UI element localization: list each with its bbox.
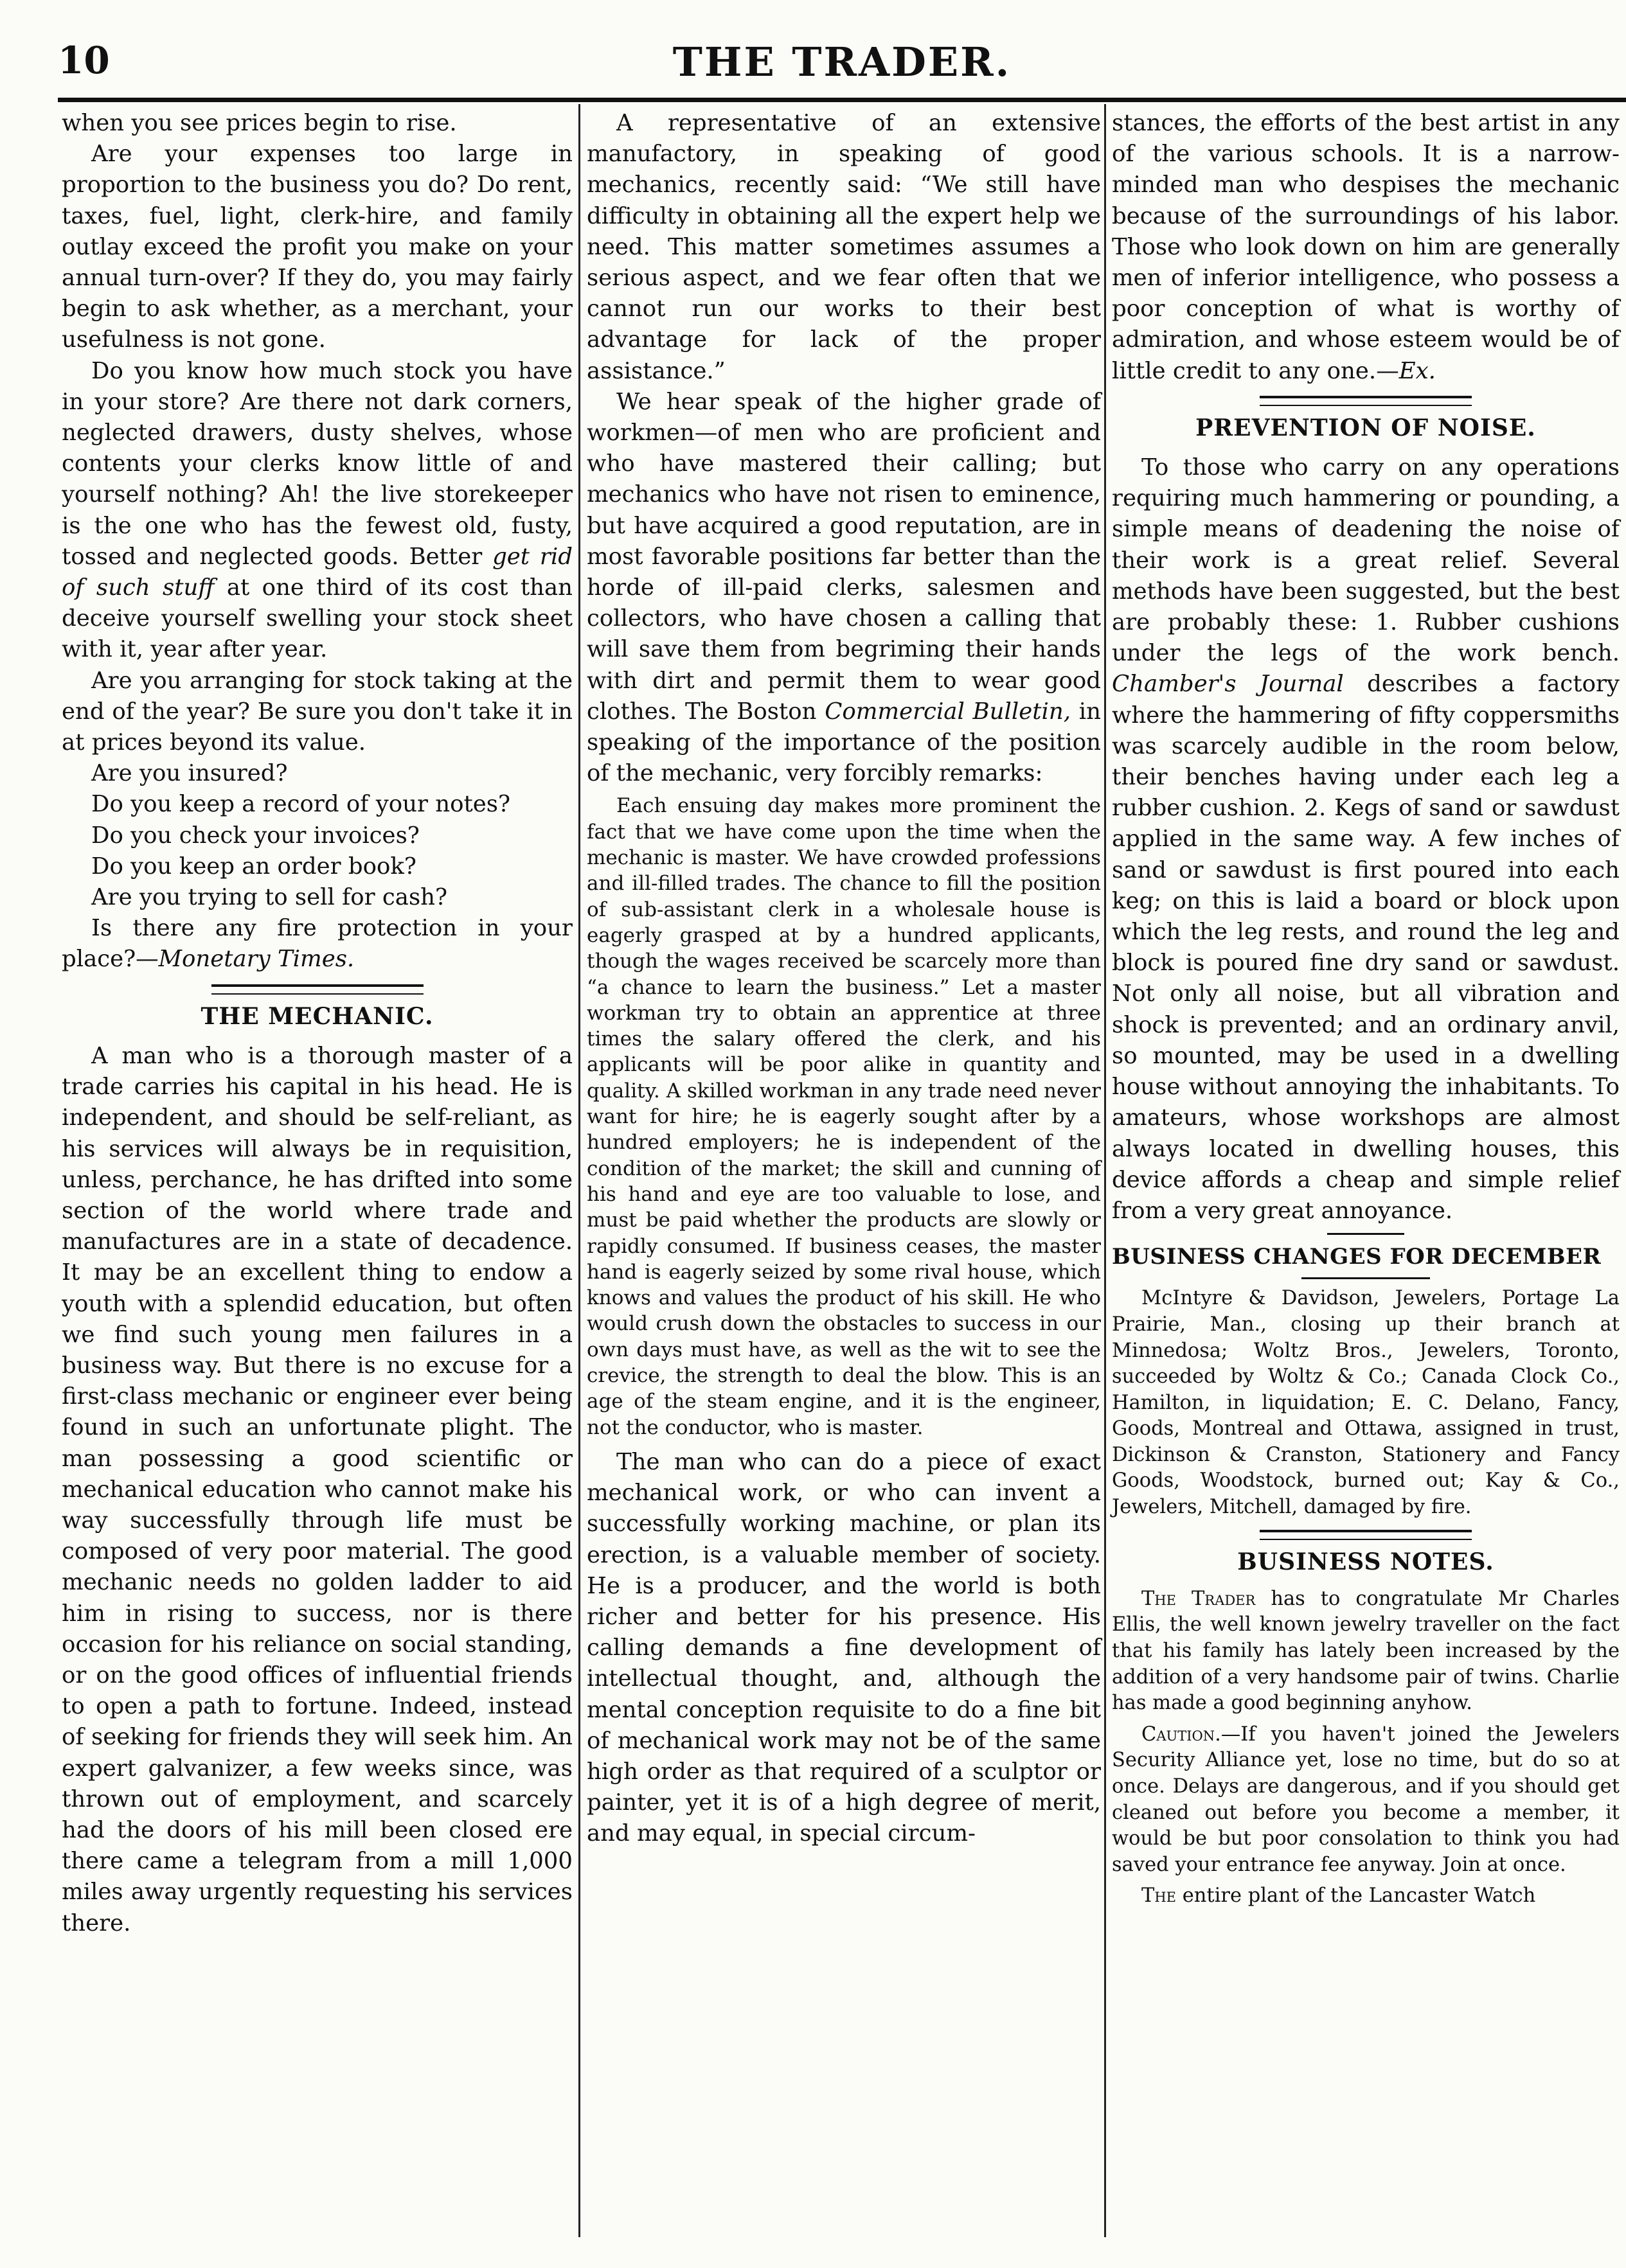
header-rule: [58, 98, 1626, 102]
paragraph: when you see prices begin to rise.: [62, 110, 457, 136]
question: Are you insured?: [91, 760, 288, 787]
column-1: [62, 108, 573, 1939]
paragraph: The man who can do a piece of exact mechanical work, or who can invent a successfully working machine, or plan its erection, is a valuable member of society. He is a producer, and the world is both richer and better for his presence. His calling demands a fine development of intellectual thought, and, although the mental conception requisite to do a fine bit of mechanical work may not be of the same high order as that required of a sculptor or painter, yet it is of a high degree of merit, and may equal, in special circum-: [587, 1448, 1101, 1847]
section-heading: BUSINESS NOTES.: [1237, 1548, 1494, 1575]
page-number: 10: [58, 39, 110, 82]
page-header: [58, 39, 1626, 103]
source-citation: Monetary Times.: [158, 946, 355, 973]
lead-text: The Trader: [1141, 1587, 1256, 1610]
section-heading: THE MECHANIC.: [201, 1002, 434, 1030]
paragraph: The entire plant of the Lancaster Watch: [1141, 1884, 1536, 1908]
italic-text: Commercial Bulletin,: [825, 698, 1071, 725]
paragraph: McIntyre & Davidson, Jewelers, Portage La Prairie, Man., closing up their branch at Minnedosa; Woltz Bros., Jewelers, Toronto, succeeded by Woltz & Co.; Canada Clock Co., Hamilton, in liquidation; E. C. Delano, Fancy, Goods, Montreal and Ottawa, assigned in trust, Dickinson & Cranston, Stationery and Fancy Goods, Woodstock, burned out; Kay & Co., Jewelers, Mitchell, damaged by fire.: [1112, 1287, 1620, 1519]
section-rule: [1301, 1277, 1430, 1279]
section-heading: PREVENTION OF NOISE.: [1195, 414, 1536, 441]
question: Are you trying to sell for cash?: [91, 884, 448, 911]
paragraph: stances, the efforts of the best artist in any of the various schools. It is a narrow-minded man who despises the mechanic because of the surroundings of his labor. Those who look down on him are generally men of inferior intelligence, who possess a poor conception of what is worthy of admiration, and whose esteem would be of little credit to any one.—Ex.: [1112, 110, 1620, 384]
question: Do you keep an order book?: [91, 853, 416, 880]
paragraph: We hear speak of the higher grade of workmen—of men who are proficient and who have mastered their calling; but mechanics who have not risen to eminence, but have acquired a good reputation, are in most favorable positions far better than the horde of ill-paid clerks, salesmen and collectors, who have chosen a calling that will save them from begriming their hands with dirt and permit them to wear good clothes. The Boston Commercial Bulletin, in speaking of the importance of the position of the mechanic, very forcibly remarks:: [587, 388, 1101, 787]
lead-text: Caution.: [1141, 1723, 1221, 1746]
column-divider: [1104, 104, 1106, 2237]
paragraph: Are you arranging for stock taking at the end of the year? Be sure you don't take it in at prices beyond its value.: [62, 667, 573, 756]
quoted-paragraph: Each ensuing day makes more prominent the fact that we have come upon the time when the mechanic is master. We have crowded professions and ill-filled trades. The chance to fill the position of sub-assistant clerk in a wholesale house is eagerly grasped at by a hundred applicants, though the wages received be scarcely more than “a chance to learn the business.” Let a master workman try to obtain an apprentice at three times the salary offered the clerk, and his applicants will be poor alike in quantity and quality. A skilled workman in any trade need never want for hire; he is eagerly sought after by a hundred employers; he is independent of the condition of the market; the skill and cunning of his hand and eye are too valuable to lose, and must be paid whether the products are slowly or rapidly consumed. If business ceases, the master hand is eagerly seized by some rival house, which knows and values the product of his skill. He who would crush down the obstacles to success in our own days must have, as well as the wit to see the crevice, the strength to deal the blow. This is an age of the steam engine, and it is the engineer, not the conductor, who is master.: [587, 794, 1101, 1439]
question: Do you keep a record of your notes?: [91, 791, 511, 818]
paragraph: Is there any fire protection in your place?—Monetary Times.: [62, 915, 573, 973]
column-3: [1112, 108, 1620, 1909]
source-citation: Ex.: [1398, 357, 1436, 384]
italic-text: get rid of such stuff: [62, 543, 573, 601]
lead-text: The: [1141, 1884, 1176, 1908]
italic-text: Chamber's Journal: [1112, 671, 1344, 698]
paragraph: The Trader has to congratulate Mr Charles Ellis, the well known jewelry traveller on the fact that his family has lately been increased by the addition of a very handsome pair of twins. Charlie has made a good beginning anyhow.: [1112, 1587, 1620, 1715]
paragraph: Caution.—If you haven't joined the Jewelers Security Alliance yet, lose no time, but do so at once. Delays are dangerous, and if you should get cleaned out before you become a member, it would be but poor consolation to think you had saved your entrance fee anyway. Join at once.: [1112, 1723, 1620, 1876]
section-heading: BUSINESS CHANGES FOR DECEMBER: [1112, 1244, 1602, 1270]
paragraph: To those who carry on any operations requiring much hammering or pounding, a simple means of deadening the noise of their work is a great relief. Several methods have been suggested, but the best are probably these: 1. Rubber cushions under the legs of the work bench. Chamber's Journal describes a factory where the hammering of fifty coppersmiths was scarcely audible in the room below, their benches having under each leg a rubber cushion. 2. Kegs of sand or sawdust applied in the same way. A few inches of sand or sawdust is first poured into each keg; on this is laid a board or block upon which the leg rests, and round the leg and block is poured fine dry sand or sawdust. Not only all noise, but all vibration and shock is prevented; and an ordinary anvil, so mounted, may be used in a dwelling house without annoying the inhabitants. To amateurs, whose workshops are almost always located in dwelling houses, this device affords a cheap and simple relief from a very great annoyance.: [1112, 454, 1620, 1224]
question: Do you check your invoices?: [91, 822, 420, 849]
section-rule: [1260, 396, 1472, 406]
paragraph: Do you know how much stock you have in your store? Are there not dark corners, neglected drawers, dusty shelves, whose contents your clerks know little of and yourself nothing? Ah! the live storekeeper is the one who has the fewest old, fusty, tossed and neglected goods. Better get rid of such stuff at one third of its cost than deceive yourself swelling your stock sheet with it, year after year.: [62, 357, 573, 663]
section-rule: [1260, 1530, 1472, 1540]
section-rule: [211, 984, 424, 995]
masthead-title: THE TRADER.: [672, 39, 1012, 85]
column-divider: [578, 104, 580, 2237]
end-rule: [1327, 1233, 1404, 1235]
paragraph: A man who is a thorough master of a trade carries his capital in his head. He is independent, and should be self-reliant, as his services will always be in requisition, unless, perchance, he has drifted into some section of the world where trade and manufactures are in a state of decadence. It may be an excellent thing to endow a youth with a splendid education, but often we find such young men failures in a business way. But there is no excuse for a first-class mechanic or engineer ever being found in such an unfortunate plight. The man possessing a good scientific or mechanical education who cannot make his way successfully through life must be composed of very poor material. The good mechanic needs no golden ladder to aid him in rising to success, nor is there occasion for his reliance on social standing, or on the good offices of influential friends to open a path to fortune. Indeed, instead of seeking for friends they will seek him. An expert galvanizer, a few weeks since, was thrown out of employment, and scarcely had the doors of his mill been closed ere there came a telegram from a mill 1,000 miles away urgently requesting his services there.: [62, 1042, 573, 1936]
column-2: [587, 108, 1101, 1850]
paragraph: A representative of an extensive manufactory, in speaking of good mechanics, recently said: “We still have difficulty in obtaining all the expert help we need. This matter sometimes assumes a serious aspect, and we fear often that we cannot run our works to their best advantage for lack of the proper assistance.”: [587, 110, 1101, 384]
paragraph: Are your expenses too large in proportion to the business you do? Do rent, taxes, fuel, light, clerk-hire, and family outlay exceed the profit you make on your annual turn-over? If they do, you may fairly begin to ask whether, as a merchant, your usefulness is not gone.: [62, 141, 573, 353]
